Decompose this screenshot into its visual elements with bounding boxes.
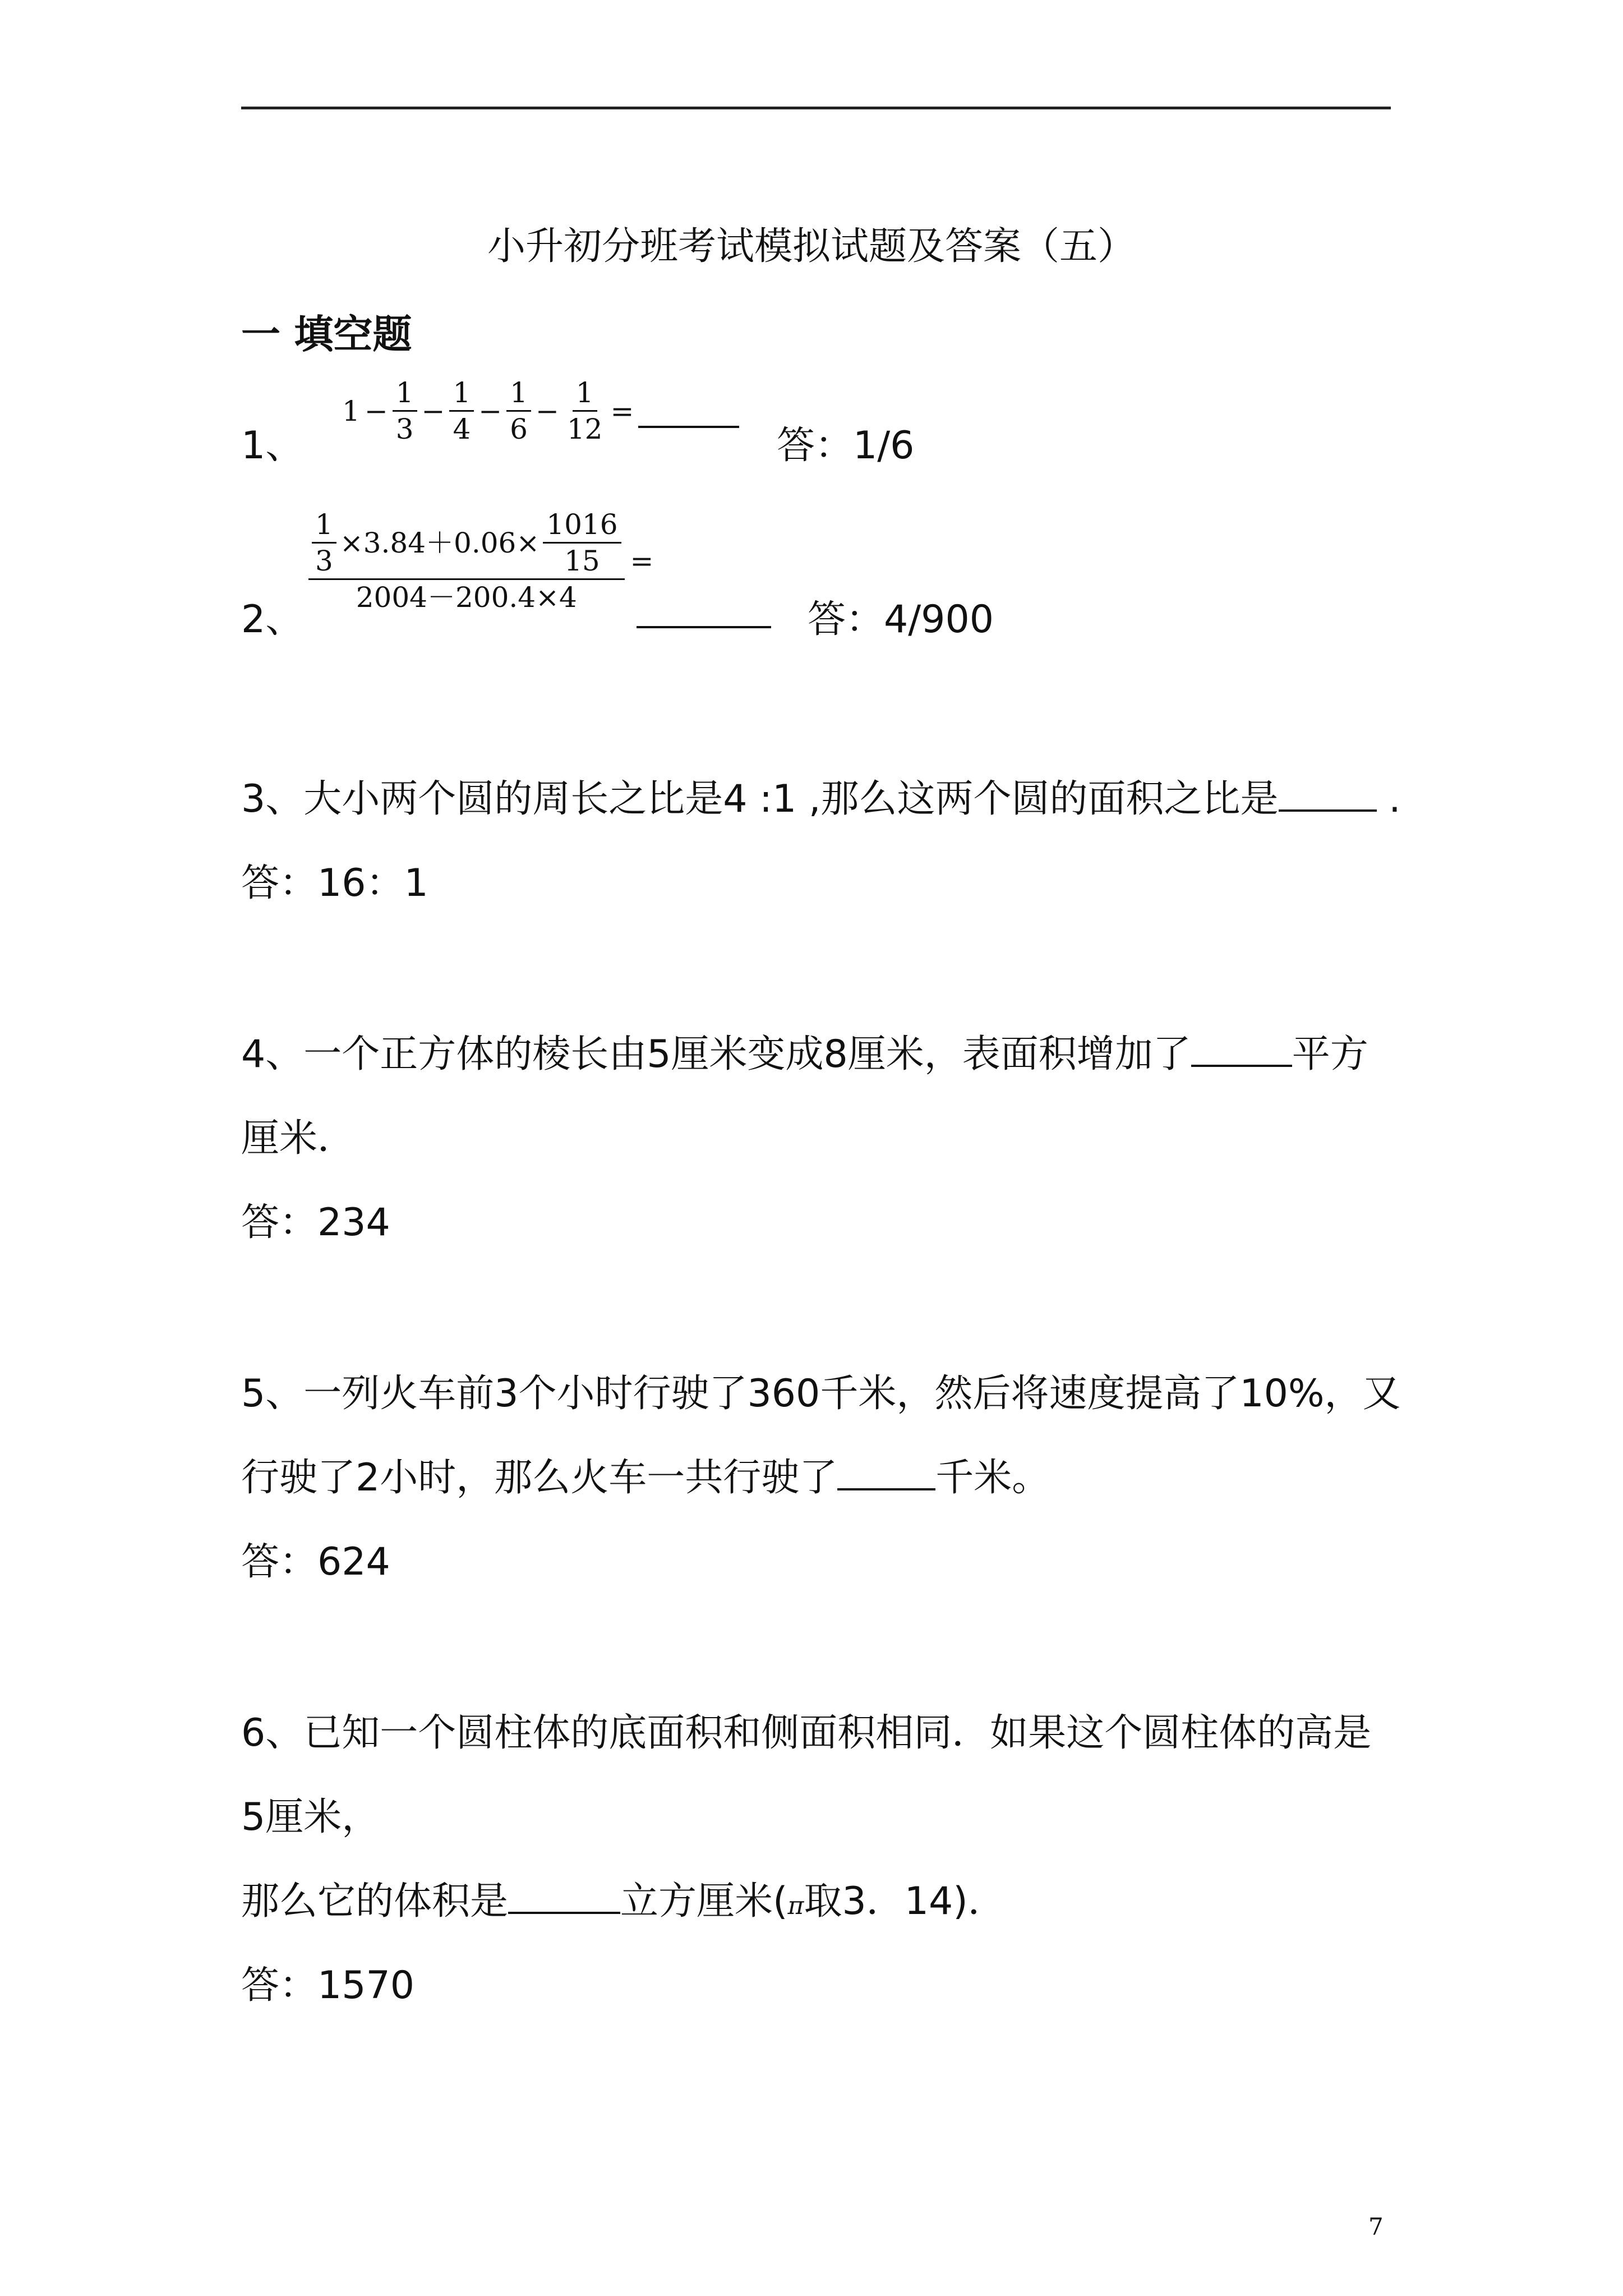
q2-main-fraction <box>308 508 625 614</box>
q6-line-2: 5厘米， <box>241 1795 380 1839</box>
q6-line-1: 6、已知一个圆柱体的底面积和侧面积相同．如果这个圆柱体的高是 <box>241 1711 1372 1755</box>
q1-frac-1: $\frac{1}{3}$ <box>393 379 417 443</box>
q4-text-before: 4、一个正方体的棱长由5厘米变成8厘米，表面积增加了 <box>241 1032 1191 1076</box>
page-title: 小升初分班考试模拟试题及答案（五） <box>487 224 1136 269</box>
q3-text <box>241 769 1401 823</box>
q4-line-1 <box>241 1024 1368 1078</box>
q3-text-after: . <box>1376 777 1401 821</box>
q1-answer-blank[interactable] <box>638 394 739 428</box>
q2-denominator: 2004－200.4×4 <box>356 581 577 614</box>
q3-answer: 答：16：1 <box>241 861 428 905</box>
q3-text-before: 3、大小两个圆的周长之比是4 :1 ,那么这两个圆的面积之比是 <box>241 777 1279 821</box>
q2-equals: = <box>630 545 654 577</box>
q6-answer-blank[interactable] <box>508 1880 620 1914</box>
page-number: 7 <box>1368 2213 1384 2240</box>
q5-text-before: 行驶了2小时，那么火车一共行驶了 <box>241 1456 838 1500</box>
q1-op-4: − <box>535 394 559 427</box>
q1-answer: 答：1/6 <box>777 424 915 468</box>
q5-line-2 <box>241 1447 1050 1502</box>
q2-answer: 答：4/900 <box>808 597 994 642</box>
q2-frac-one-third: $\frac{1}{3}$ <box>312 510 336 575</box>
q4-text-after: 平方 <box>1292 1032 1368 1076</box>
q5-line-1: 5、一列火车前3个小时行驶了360千米，然后将速度提高了10%，又 <box>241 1372 1401 1416</box>
q4-answer: 答：234 <box>241 1200 390 1245</box>
q6-text-before: 那么它的体积是 <box>241 1879 509 1924</box>
q1-op-1: − <box>364 394 388 427</box>
q1-op-3: − <box>478 394 502 427</box>
q1-op-2: − <box>421 394 445 427</box>
q2-blank-wrap <box>637 595 771 631</box>
q1-equals: = <box>610 394 634 427</box>
q2-frac-1016-15: $\frac{1016}{15}$ <box>543 510 621 575</box>
q4-answer-blank[interactable] <box>1191 1033 1292 1067</box>
q6-pi-symbol: π <box>787 1892 804 1920</box>
q1-formula <box>342 376 739 445</box>
q1-frac-2: $\frac{1}{4}$ <box>449 379 474 443</box>
q1-lead: 1 <box>342 394 360 427</box>
q3-answer-blank[interactable] <box>1279 778 1377 812</box>
q1-number: 1、 <box>241 424 304 468</box>
q2-answer-blank[interactable] <box>637 595 771 628</box>
q2-formula <box>308 508 654 614</box>
q6-answer: 答：1570 <box>241 1963 415 2008</box>
q1-frac-4: $\frac{1}{12}$ <box>566 376 603 445</box>
q5-text-after: 千米。 <box>935 1456 1050 1500</box>
q5-answer: 答：624 <box>241 1540 390 1584</box>
q2-number: 2、 <box>241 597 304 642</box>
q1-frac-3: $\frac{1}{6}$ <box>506 379 531 443</box>
q6-text-after: 取3．14)． <box>804 1879 1006 1924</box>
section-heading: 一 填空题 <box>241 311 412 357</box>
q6-text-mid: 立方厘米( <box>620 1879 788 1924</box>
q5-answer-blank[interactable] <box>837 1457 935 1490</box>
q6-line-3 <box>241 1871 1006 1925</box>
q4-line-2: 厘米． <box>241 1116 356 1161</box>
q2-top-middle: ×3.84＋0.06× <box>339 526 540 559</box>
header-rule <box>241 107 1391 109</box>
